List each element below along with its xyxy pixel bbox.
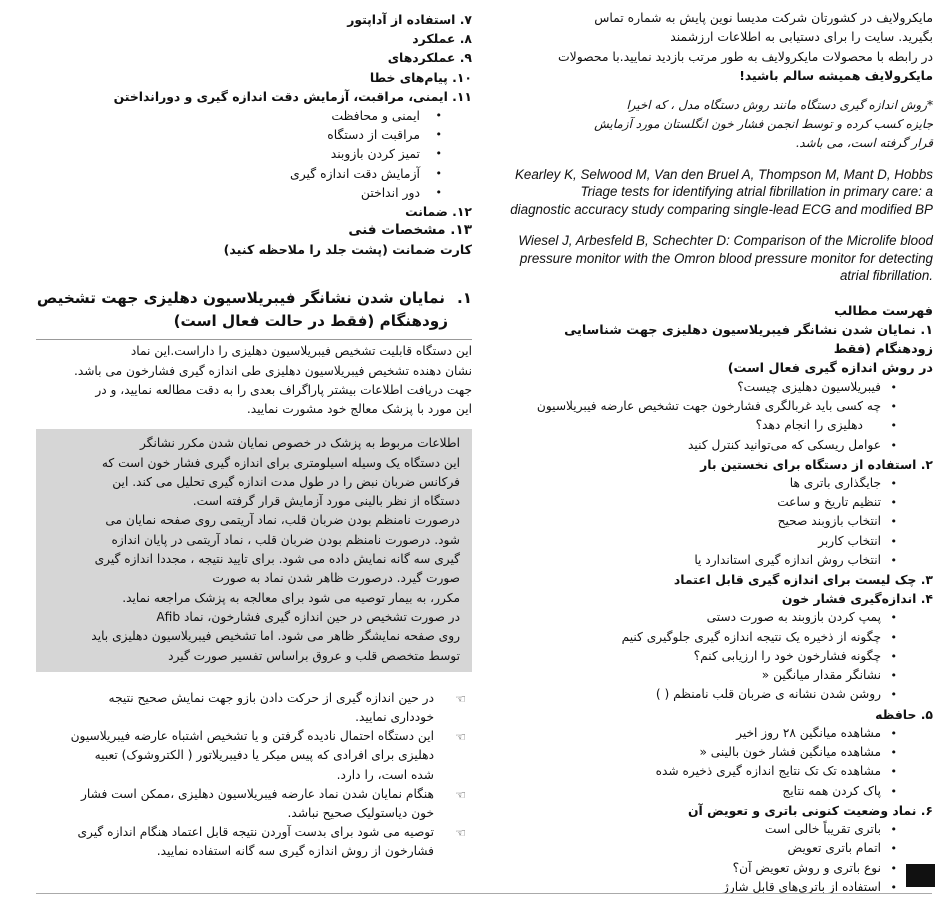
toc-item: • تنظیم تاریخ و ساعت <box>505 493 933 512</box>
toc-list <box>505 378 933 455</box>
reference-line: Kearley K, Selwood M, Van den Bruel A, Thompson M, Mant D, Hobbs <box>514 166 933 182</box>
paragraph-line: این دستگاه قابلیت تشخیص فیبریلاسیون دهلیزی را داراست.این نماد <box>130 344 472 359</box>
paragraph-line: جهت دریافت اطلاعات بیشتر پاراگراف بعدی را به دقت مطالعه نمایید، و در <box>95 382 472 397</box>
box-line: این دستگاه یک وسیله اسیلومتری برای اندازه گیری فشار خون است که <box>101 455 460 470</box>
section-title <box>36 287 472 333</box>
toc-item: • مشاهده تک تک نتایج اندازه گیری ذخیره شده <box>505 762 933 781</box>
toc-item: • اتمام باتری تعویض <box>505 839 933 858</box>
toc-item: • چه کسی باید غربالگری فشارخون جهت تشخیص عارضه فیبریلاسیون <box>505 397 933 416</box>
reference-line: Wiesel J, Arbesfeld B, Schechter D: Comparison of the Microlife blood <box>518 233 933 249</box>
section-paragraph <box>36 342 472 419</box>
toc-item: • انتخاب بازوبند صحیح <box>505 512 933 531</box>
toc-list <box>505 608 933 704</box>
toc-heading: ۱. نمایان شدن نشانگر فیبریلاسیون دهلیزی جهت شناسایی زودهنگام (فقط <box>564 322 933 357</box>
section-number: ۱. <box>456 289 472 308</box>
toc-item: • انتخاب روش اندازه گیری استاندارد یا <box>505 551 933 570</box>
tip-line: شده است، را دارد. <box>336 767 434 782</box>
toc-item: • جایگذاری باتری ها <box>505 474 933 493</box>
pointing-hand-icon: ☜ <box>455 826 466 841</box>
tip-line: این دستگاه احتمال نادیده گرفتن و یا تشخیص اشتباه عارضه فیبریلاسیون <box>70 729 434 744</box>
tip-item <box>36 785 472 823</box>
box-line: شود. درصورت نامنظم بودن ضربان قلب ، نماد آریتمی در پایان اندازه <box>111 532 460 547</box>
section-title-line: زودهنگام (فقط در حالت فعال است) <box>173 312 448 331</box>
toc-heading: ۱۰. پیام‌های خطا <box>369 69 472 85</box>
reference-line: pressure monitor with the Omron blood pressure monitor for detecting <box>519 250 933 266</box>
box-line: درصورت نامنظم بودن ضربان قلب، نماد آریتمی روی صفحه نمایان می <box>105 513 460 528</box>
warranty-card-note: کارت ضمانت (پشت جلد را ملاحظه کنید) <box>223 242 472 258</box>
toc-heading: ۱۱. ایمنی، مراقبت، آزمایش دقت اندازه گیری و دورانداختن <box>113 88 472 104</box>
box-line: دستگاه از نظر بالینی مورد آزمایش قرار گرفته است. <box>192 494 460 509</box>
box-line: گیری سه گانه نمایش داده می شود. برای تایید نتیجه ، مجددا اندازه گیری <box>94 552 460 567</box>
paragraph-line: این مورد با پزشک معالج خود مشورت نمایید. <box>246 402 472 417</box>
page-marker-block <box>906 864 935 887</box>
toc-heading: ۱۲. ضمانت <box>405 204 472 220</box>
toc-list <box>36 106 472 202</box>
toc-item: • پاک کردن همه نتایج <box>505 782 933 801</box>
left-column <box>36 0 472 862</box>
section-title-line: نمایان شدن نشانگر فیبریلاسیون دهلیزی جهت تشخیص <box>36 289 445 308</box>
toc-item: • مشاهده میانگین ۲۸ روز اخیر <box>505 724 933 743</box>
toc-list <box>505 820 933 897</box>
box-line: صورت گیرد. درصورت ظاهر شدن نماد به صورت <box>212 571 460 586</box>
toc-item: • نشانگر مقدار میانگین « <box>505 666 933 685</box>
pointing-hand-icon: ☜ <box>455 691 466 706</box>
reference-line: diagnostic accuracy study comparing single-lead ECG and modified BP <box>510 201 933 217</box>
intro-paragraph <box>505 0 933 86</box>
tip-item <box>36 823 472 861</box>
toc-item: • چگونه از ذخیره یک نتیجه اندازه گیری جلوگیری کنیم <box>505 628 933 647</box>
toc-item: • دور انداختن <box>36 183 472 202</box>
toc-heading: ۹. عملکردهای <box>387 50 472 66</box>
reference-line: Triage tests for identifying atrial fibrillation in primary care: a <box>580 184 933 200</box>
toc-item: • مشاهده میانگین فشار خون بالینی « <box>505 743 933 762</box>
box-line: فرکانس ضربان نبض را در طول مدت اندازه گیری تحلیل می کند. این <box>112 474 460 489</box>
tip-line: فشارخون از روش اندازه گیری سه گانه استفاده نمایید. <box>156 844 434 859</box>
toc-item: • انتخاب کاربر <box>505 532 933 551</box>
toc-heading: ۷. استفاده از آداپتور <box>347 12 472 27</box>
reference-line: atrial fibrillation. <box>839 268 933 284</box>
toc-item: • باتری تقریباً خالی است <box>505 820 933 839</box>
toc-item: • روشن شدن نشانه ی ضربان قلب نامنظم ( ) <box>505 685 933 704</box>
tip-line: توصیه می شود برای بدست آوردن نتیجه قابل اعتماد هنگام اندازه گیری <box>77 825 434 840</box>
intro-line: در رابطه با محصولات مایکرولایف به طور مرتب بازدید نمایید.با محصولات <box>557 48 933 64</box>
intro-line: مایکرولایف همیشه سالم باشید! <box>739 68 933 84</box>
toc-item: • ایمنی و محافظت <box>36 106 472 125</box>
toc-item: • عوامل ریسکی که می‌توانید کنترل کنید <box>505 436 933 455</box>
tip-line: هنگام نمایان شدن نماد عارضه فیبریلاسیون دهلیزی ،ممکن است فشار <box>81 786 434 801</box>
toc-item: • مراقبت از دستگاه <box>36 125 472 144</box>
box-line: اطلاعات مربوط به پزشک در خصوص نمایان شدن مکرر نشانگر <box>140 436 460 451</box>
physician-info-box <box>36 429 472 672</box>
toc-list <box>505 474 933 570</box>
box-line: توسط متخصص قلب و عروق براساس تفسیر صورت گیرد <box>168 648 460 663</box>
toc-item-continued: • دهلیزی را انجام دهد؟ <box>505 416 933 435</box>
toc-heading: ۴. اندازه‌گیری فشار خون <box>781 591 933 607</box>
footer-rule <box>36 893 932 894</box>
toc-item: • آزمایش دقت اندازه گیری <box>36 164 472 183</box>
reference-1 <box>505 166 933 219</box>
note-line: قرار گرفته است، می باشد. <box>795 135 933 150</box>
toc-title: فهرست مطالب <box>834 303 933 319</box>
pointing-hand-icon: ☜ <box>455 787 466 802</box>
toc-heading: در روش اندازه گیری فعال است) <box>727 360 933 376</box>
tips-list <box>36 689 472 862</box>
toc-heading: ۸. عملکرد <box>412 31 472 47</box>
tip-item <box>36 727 472 785</box>
toc-heading: ۱۳. مشخصات فنی <box>348 222 472 239</box>
toc-list <box>505 724 933 801</box>
intro-line: مایکرولایف در کشورتان شرکت مدیسا نوین پایش به شماره تماس <box>594 10 933 25</box>
tip-line: دهلیزی برای افرادی که پیس میکر یا دفیبریلاتور ( الکتروشوک) تعبیه <box>94 748 434 763</box>
pointing-hand-icon: ☜ <box>455 730 466 745</box>
toc-heading: ۶. نماد وضعیت کنونی باتری و تعویض آن <box>687 802 933 818</box>
right-column <box>505 0 933 897</box>
note-line: *روش اندازه گیری دستگاه مانند روش دستگاه مدل ، که اخیرا <box>626 97 933 112</box>
intro-line: بگیرید. سایت را برای دستیابی به اطلاعات ارزشمند <box>670 29 933 45</box>
box-line: در صورت تشخیص در حین اندازه گیری فشارخون، نماد Afib <box>156 609 460 624</box>
toc-item: • پمپ کردن بازوبند به صورت دستی <box>505 608 933 627</box>
box-line: مکرر، به بیمار توصیه می شود برای معالجه به پزشک مراجعه نماید. <box>122 590 460 605</box>
tip-line: خون دیاستولیک صحیح نباشد. <box>287 806 434 821</box>
toc-heading: ۵. حافظه <box>875 706 933 722</box>
reference-2 <box>505 232 933 285</box>
tip-line: خودداری نمایید. <box>355 710 434 725</box>
toc-item: • تمیز کردن بازوبند <box>36 144 472 163</box>
method-note <box>505 96 933 153</box>
toc-item: • نوع باتری و روش تعویض آن؟ <box>505 859 933 878</box>
note-line: جایزه کسب کرده و توسط انجمن فشار خون انگلستان مورد آزمایش <box>594 116 933 131</box>
section-divider <box>36 339 472 340</box>
toc-item: • چگونه فشارخون خود را ارزیابی کنم؟ <box>505 647 933 666</box>
box-line: روی صفحه نمایشگر ظاهر می شود. اما تشخیص فیبریلاسیون دهلیزی باید <box>91 629 460 644</box>
toc-heading: ۳. چک لیست برای اندازه گیری قابل اعتماد <box>673 572 933 588</box>
toc-item: • استفاده از باتری‌های قابل شارژ <box>505 878 933 897</box>
toc-continued <box>36 0 472 259</box>
tip-item <box>36 689 472 727</box>
tip-line: در حین اندازه گیری از حرکت دادن بازو جهت نمایش صحیح نتیجه <box>108 690 434 705</box>
paragraph-line: نشان دهنده تشخیص فیبریلاسیون دهلیزی طی اندازه گیری فشارخون می باشد. <box>73 363 472 378</box>
toc-heading: ۲. استفاده از دستگاه برای نخستین بار <box>700 456 933 472</box>
toc-item: • فیبریلاسیون دهلیزی چیست؟ <box>505 378 933 397</box>
